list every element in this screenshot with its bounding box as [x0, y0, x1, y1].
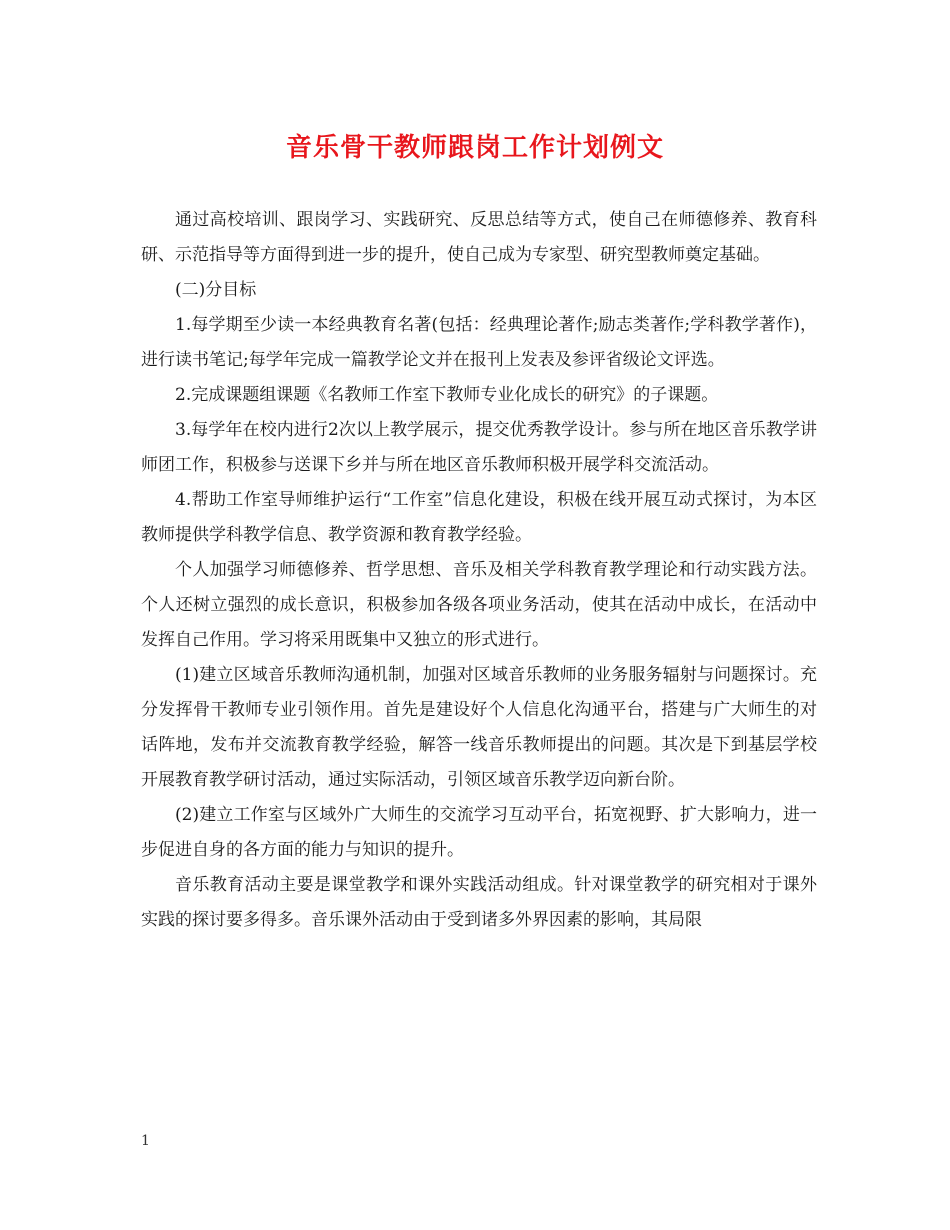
- paragraph: 通过高校培训、跟岗学习、实践研究、反思总结等方式，使自己在师德修养、教育科研、示范指导等方面得到进一步的提升，使自己成为专家型、研究型教师奠定基础。: [141, 210, 817, 265]
- document-body: [141, 203, 817, 938]
- document-title: 音乐骨干教师跟岗工作计划例文: [285, 133, 664, 163]
- page-number: 1: [141, 1133, 150, 1149]
- paragraph: (1)建立区域音乐教师沟通机制，加强对区域音乐教师的业务服务辐射与问题探讨。充分发挥骨干教师专业引领作用。首先是建设好个人信息化沟通平台，搭建与广大师生的对话阵地，发布并交流教育教学经验，解答一线音乐教师提出的问题。其次是下到基层学校开展教育教学研讨活动，通过实际活动，引领区域音乐教学迈向新台阶。: [141, 665, 817, 790]
- paragraph: 4.帮助工作室导师维护运行“工作室”信息化建设，积极在线开展互动式探讨，为本区教师提供学科教学信息、教学资源和教育教学经验。: [141, 490, 817, 545]
- paragraph: 2.完成课题组课题《名教师工作室下教师专业化成长的研究》的子课题。: [175, 385, 719, 405]
- paragraph: 音乐教育活动主要是课堂教学和课外实践活动组成。针对课堂教学的研究相对于课外实践的探讨要多得多。音乐课外活动由于受到诸多外界因素的影响，其局限: [141, 875, 817, 930]
- paragraph: 3.每学年在校内进行2次以上教学展示，提交优秀教学设计。参与所在地区音乐教学讲师团工作，积极参与送课下乡并与所在地区音乐教师积极开展学科交流活动。: [141, 420, 817, 475]
- paragraph: (2)建立工作室与区域外广大师生的交流学习互动平台，拓宽视野、扩大影响力，进一步促进自身的各方面的能力与知识的提升。: [141, 805, 817, 860]
- paragraph: (二)分目标: [175, 280, 257, 300]
- paragraph: 个人加强学习师德修养、哲学思想、音乐及相关学科教育教学理论和行动实践方法。个人还树立强烈的成长意识，积极参加各级各项业务活动，使其在活动中成长，在活动中发挥自己作用。学习将采用既集中又独立的形式进行。: [141, 560, 817, 650]
- paragraph: 1.每学期至少读一本经典教育名著(包括：经典理论著作;励志类著作;学科教学著作)，进行读书笔记;每学年完成一篇教学论文并在报刊上发表及参评省级论文评选。: [141, 315, 817, 370]
